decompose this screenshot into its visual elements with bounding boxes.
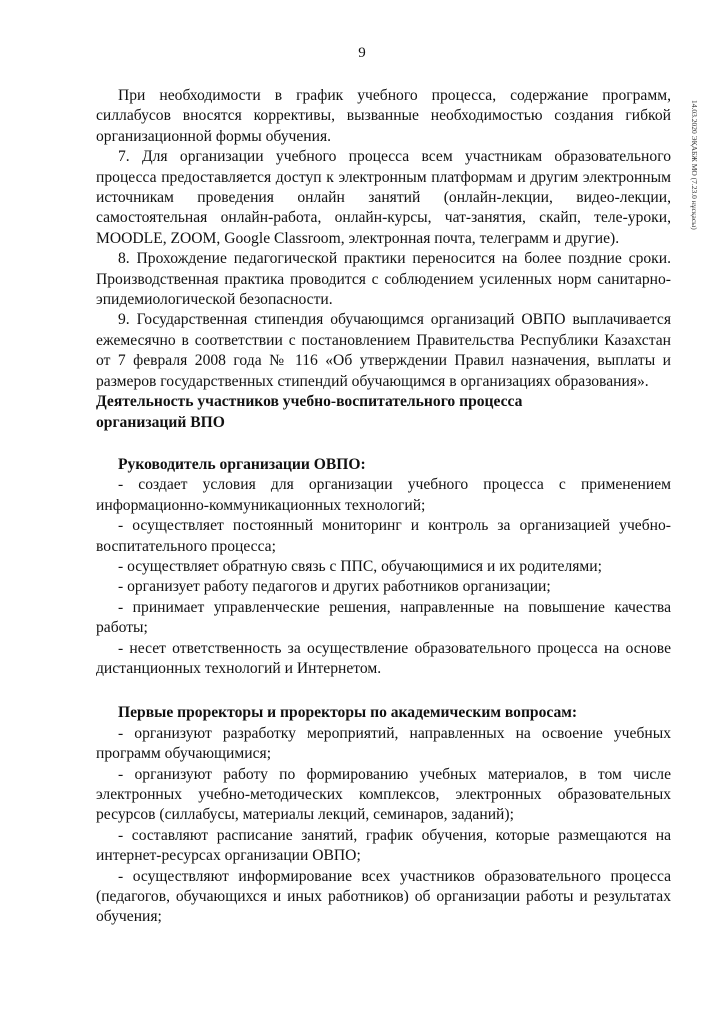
paragraph-7: 7. Для организации учебного процесса всем участникам образовательного процесса предоставляется доступ к электронным платформам и другим электронным источникам проведения онлайн занятий (онлайн-лекции, видео-лекции, самостоятельная онлайн-работа, онлайн-курсы, чат-занятия, скайп, теле-уроки, MOODLE, ZOOM, Google Classroom, электронная почта, телеграмм и другие). bbox=[96, 148, 671, 247]
vice-item-2: - организуют работу по формированию учебных материалов, в том числе электронных учебно-методических комплексов, электронных образовательных ресурсов (силлабусы, материалы лекций, семинаров, заданий); bbox=[96, 765, 671, 824]
section-title-line2: организаций ВПО bbox=[96, 413, 225, 431]
head-item-6: - несет ответственность за осуществление образовательного процесса на основе дистанционных технологий и Интернетом. bbox=[96, 639, 671, 677]
vice-item-3: - составляют расписание занятий, график обучения, которые размещаются на интернет-ресурсах организации ОВПО; bbox=[96, 826, 671, 865]
paragraph-schedule: При необходимости в график учебного процесса, содержание программ, силлабусов вносятся коррективы, вызванные необходимостью создания гибкой организационной формы обучения. bbox=[96, 87, 671, 145]
head-item-4: - организует работу педагогов и других работников организации; bbox=[118, 578, 551, 596]
paragraph-8: 8. Прохождение педагогической практики переносится на более поздние сроки. Производственная практика проводится с соблюдением усиленных норм санитарно-эпидемиологической безопасности. bbox=[96, 250, 671, 309]
paragraph-9: 9. Государственная стипендия обучающимся организаций ОВПО выплачивается ежемесячно в соответствии с постановлением Правительства Республики Казахстан от 7 февраля 2008 года № 116 «Об утверждении Правил назначения, выплаты и размеров государственных стипендий обучающимся в организациях образования». bbox=[96, 311, 671, 390]
section-title bbox=[96, 392, 671, 433]
side-stamp: 14.03.2020 ЭҚАБЖ МО (7.23.0 нұсқасы) bbox=[690, 100, 699, 230]
head-item-1: - создает условия для организации учебного процесса с применением информационно-коммуникационных технологий; bbox=[96, 476, 671, 514]
section-title-line1: Деятельность участников учебно-воспитательного процесса bbox=[96, 393, 523, 411]
vice-heading: Первые проректоры и проректоры по академическим вопросам: bbox=[118, 704, 578, 722]
vice-item-4: - осуществляют информирование всех участников образовательного процесса (педагогов, обучающихся и иных работников) об организации работы и результатах обучения; bbox=[96, 867, 671, 926]
head-item-3: - осуществляет обратную связь с ППС, обучающимися и их родителями; bbox=[118, 557, 602, 575]
vice-item-1: - организуют разработку мероприятий, направленных на освоение учебных программ обучающимися; bbox=[96, 724, 671, 763]
page-number: 9 bbox=[358, 45, 366, 61]
document-body bbox=[96, 86, 671, 928]
head-item-5: - принимает управленческие решения, направленные на повышение качества работы; bbox=[96, 598, 671, 637]
head-item-2: - осуществляет постоянный мониторинг и контроль за организацией учебно-воспитательного процесса; bbox=[96, 517, 671, 555]
head-heading: Руководитель организации ОВПО: bbox=[118, 455, 366, 473]
